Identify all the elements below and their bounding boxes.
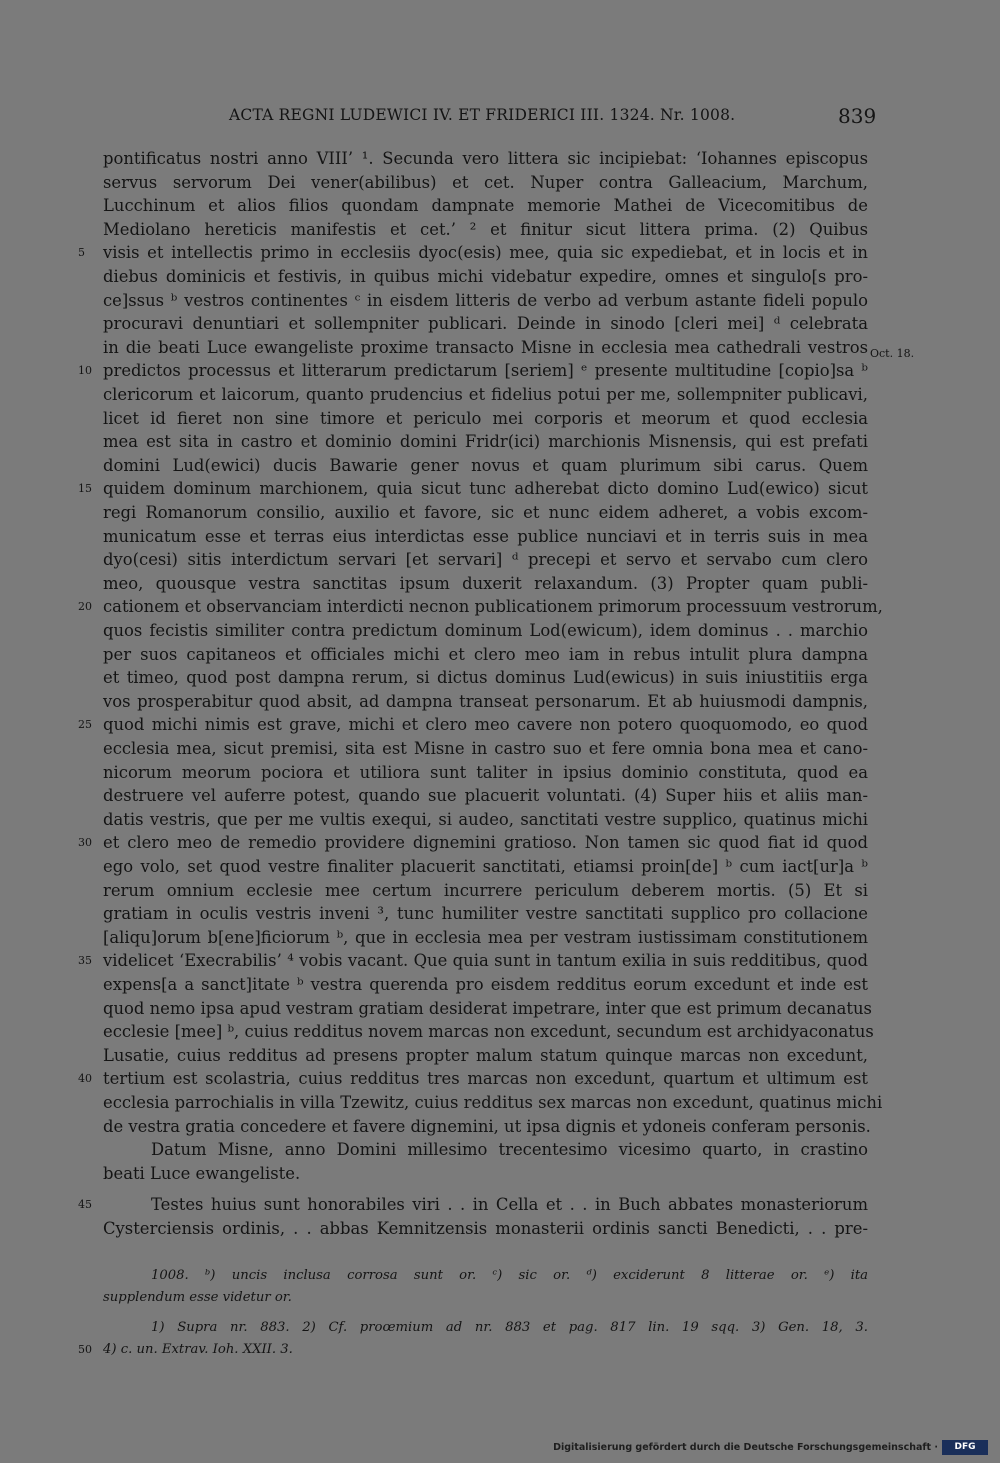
body-line: Testes huius sunt honorabiles viri . . in Cella et . . in Buch abbates monasteriorum <box>151 1195 868 1215</box>
body-line: per suos capitaneos et officiales michi et clero meo iam in rebus intulit plura dampna <box>103 644 868 664</box>
body-line: datis vestris, que per me vultis exequi, si audeo, sanctitati vestre supplico, quatinus michi <box>103 809 868 829</box>
body-line: vos prosperabitur quod absit, ad dampna transeat personarum. Et ab huiusmodi dampnis, <box>103 691 868 711</box>
body-line: clericorum et laicorum, quanto prudencius et fidelius potui per me, sollempniter publicavi, <box>103 385 868 404</box>
footnote-line: 4) c. un. Extrav. Ioh. XXII. 3. <box>103 1342 293 1357</box>
body-line: de vestra gratia concedere et favere dignemini, ut ipsa dignis et ydoneis conferam personis. <box>103 1116 871 1136</box>
body-line: mea est sita in castro et dominio domini Fridr(ici) marchionis Misnensis, qui est prefati <box>103 432 868 452</box>
body-line: regi Romanorum consilio, auxilio et favore, sic et nunc eidem adheret, a vobis excom- <box>103 503 868 522</box>
body-line: gratiam in oculis vestris inveni ³, tunc humiliter vestre sanctitati supplico pro collacione <box>103 904 868 924</box>
body-line: Datum Misne, anno Domini millesimo trecentesimo vicesimo quarto, in crastino <box>151 1140 868 1160</box>
body-line: et clero meo de remedio providere dignemini gratioso. Non tamen sic quod fiat id quod <box>103 833 868 853</box>
body-line: quod nemo ipsa apud vestram gratiam desiderat impetrare, inter que est primum decanatus <box>103 998 872 1018</box>
body-line: et timeo, quod post dampna rerum, si dictus dominus Lud(ewicus) in suis iniustitiis erga <box>103 668 868 688</box>
body-line: procuravi denuntiari et sollempniter publicari. Deinde in sinodo [cleri mei] ᵈ celebrata <box>103 314 868 334</box>
line-number: 35 <box>78 954 92 968</box>
body-line: [aliqu]orum b[ene]ficiorum ᵇ, que in ecclesia mea per vestram iustissimam constitutionem <box>103 927 868 947</box>
body-line: ecclesia mea, sicut premisi, sita est Misne in castro suo et fere omnia bona mea et cano- <box>103 739 868 758</box>
body-line: ce]ssus ᵇ vestros continentes ᶜ in eisdem litteris de verbo ad verbum astante fideli populo <box>103 290 868 310</box>
body-line: ecclesie [mee] ᵇ, cuius redditus novem marcas non excedunt, secundum est archidyaconatus <box>103 1022 874 1042</box>
line-number: 15 <box>78 482 92 496</box>
body-line: quod michi nimis est grave, michi et clero meo cavere non potero quoquomodo, eo quod <box>103 715 868 735</box>
body-line: licet id fieret non sine timore et periculo mei corporis et meorum et quod ecclesia <box>103 408 868 428</box>
margin-date-note: Oct. 18. <box>870 347 915 360</box>
body-line: ego volo, set quod vestre finaliter placuerit sanctitati, etiamsi proin[de] ᵇ cum iact[ur]a ᵇ <box>103 857 868 876</box>
body-line: pontificatus nostri anno VIII’ ¹. Secunda vero littera sic incipiebat: ‘Iohannes episcopus <box>103 149 868 168</box>
body-line: municatum esse et terras eius interdictas esse publice nunciavi et in terris suis in mea <box>103 526 868 546</box>
line-number: 5 <box>78 246 85 260</box>
body-line: Mediolano hereticis manifestis et cet.’ ² et finitur sicut littera prima. (2) Quibus <box>103 219 868 239</box>
body-line: beati Luce ewangeliste. <box>103 1163 301 1183</box>
line-number: 30 <box>78 836 92 850</box>
body-line: quos fecistis similiter contra predictum dominum Lod(ewicum), idem dominus . . marchio <box>103 621 868 640</box>
body-line: videlicet ‘Execrabilis’ ⁴ vobis vacant. Que quia sunt in tantum exilia in suis redditibus, quod <box>103 951 868 971</box>
running-header: ACTA REGNI LUDEWICI IV. ET FRIDERICI III. 1324. Nr. 1008. <box>229 106 736 124</box>
body-line: Lusatie, cuius redditus ad presens propter malum statum quinque marcas non excedunt, <box>103 1045 868 1065</box>
body-line: tertium est scolastria, cuius redditus tres marcas non excedunt, quartum et ultimum est <box>103 1069 868 1089</box>
footnote-line: supplendum esse videtur or. <box>103 1290 292 1305</box>
line-number: 40 <box>78 1072 92 1086</box>
footnote-line: 1) Supra nr. 883. 2) Cf. proœmium ad nr. 883 et pag. 817 lin. 19 sqq. 3) Gen. 18, 3. <box>151 1320 868 1335</box>
body-line: servus servorum Dei vener(abilibus) et cet. Nuper contra Galleacium, Marchum, <box>103 172 868 192</box>
body-line: ecclesia parrochialis in villa Tzewitz, cuius redditus sex marcas non excedunt, quatinus michi <box>103 1093 883 1112</box>
dfg-logo: DFG <box>942 1440 988 1455</box>
body-line: dyo(cesi) sitis interdictum servari [et servari] ᵈ precepi et servo et servabo cum clero <box>103 550 868 570</box>
body-line: Lucchinum et alios filios quondam dampnate memorie Mathei de Vicecomitibus de <box>103 196 868 216</box>
page-number: 839 <box>838 104 877 128</box>
body-line: nicorum meorum pociora et utiliora sunt taliter in ipsius dominio constituta, quod ea <box>103 762 868 782</box>
body-line: cationem et observanciam interdicti necnon publicationem primorum processuum vestrorum, <box>103 597 883 617</box>
digitization-credit: Digitalisierung gefördert durch die Deutsche Forschungsgemeinschaft · <box>553 1442 938 1453</box>
line-number: 10 <box>78 364 92 378</box>
body-line: visis et intellectis primo in ecclesiis dyoc(esis) mee, quia sic expediebat, et in locis et in <box>103 243 868 263</box>
body-line: meo, quousque vestra sanctitas ipsum duxerit relaxandum. (3) Propter quam publi- <box>103 573 868 593</box>
body-line: in die beati Luce ewangeliste proxime transacto Misne in ecclesia mea cathedrali vestros <box>103 337 868 357</box>
body-line: expens[a a sanct]itate ᵇ vestra querenda pro eisdem redditus eorum excedunt et inde est <box>103 975 868 994</box>
line-number: 25 <box>78 718 92 732</box>
line-number: 20 <box>78 600 92 614</box>
body-line: quidem dominum marchionem, quia sicut tunc adherebat dicto domino Lud(ewico) sicut <box>103 479 868 499</box>
body-line: domini Lud(ewici) ducis Bawarie gener novus et quam plurimum sibi carus. Quem <box>103 455 868 475</box>
body-line: destruere vel auferre potest, quando sue placuerit voluntati. (4) Super hiis et aliis man- <box>103 786 868 806</box>
line-number: 45 <box>78 1198 92 1212</box>
line-number: 50 <box>78 1343 92 1356</box>
body-line: diebus dominicis et festivis, in quibus michi videbatur expedire, omnes et singulo[s pro- <box>103 267 868 286</box>
body-line: Cysterciensis ordinis, . . abbas Kemnitzensis monasterii ordinis sancti Benedicti, . . pre- <box>103 1219 868 1238</box>
footnote-line: 1008. ᵇ) uncis inclusa corrosa sunt or. ᶜ) sic or. ᵈ) exciderunt 8 litterae or. ᵉ) ita <box>151 1268 868 1283</box>
body-line: predictos processus et litterarum predictarum [seriem] ᵉ presente multitudine [copio]sa ᵇ <box>103 361 868 381</box>
body-line: rerum omnium ecclesie mee certum incurrere periculum deberem mortis. (5) Et si <box>103 880 868 900</box>
